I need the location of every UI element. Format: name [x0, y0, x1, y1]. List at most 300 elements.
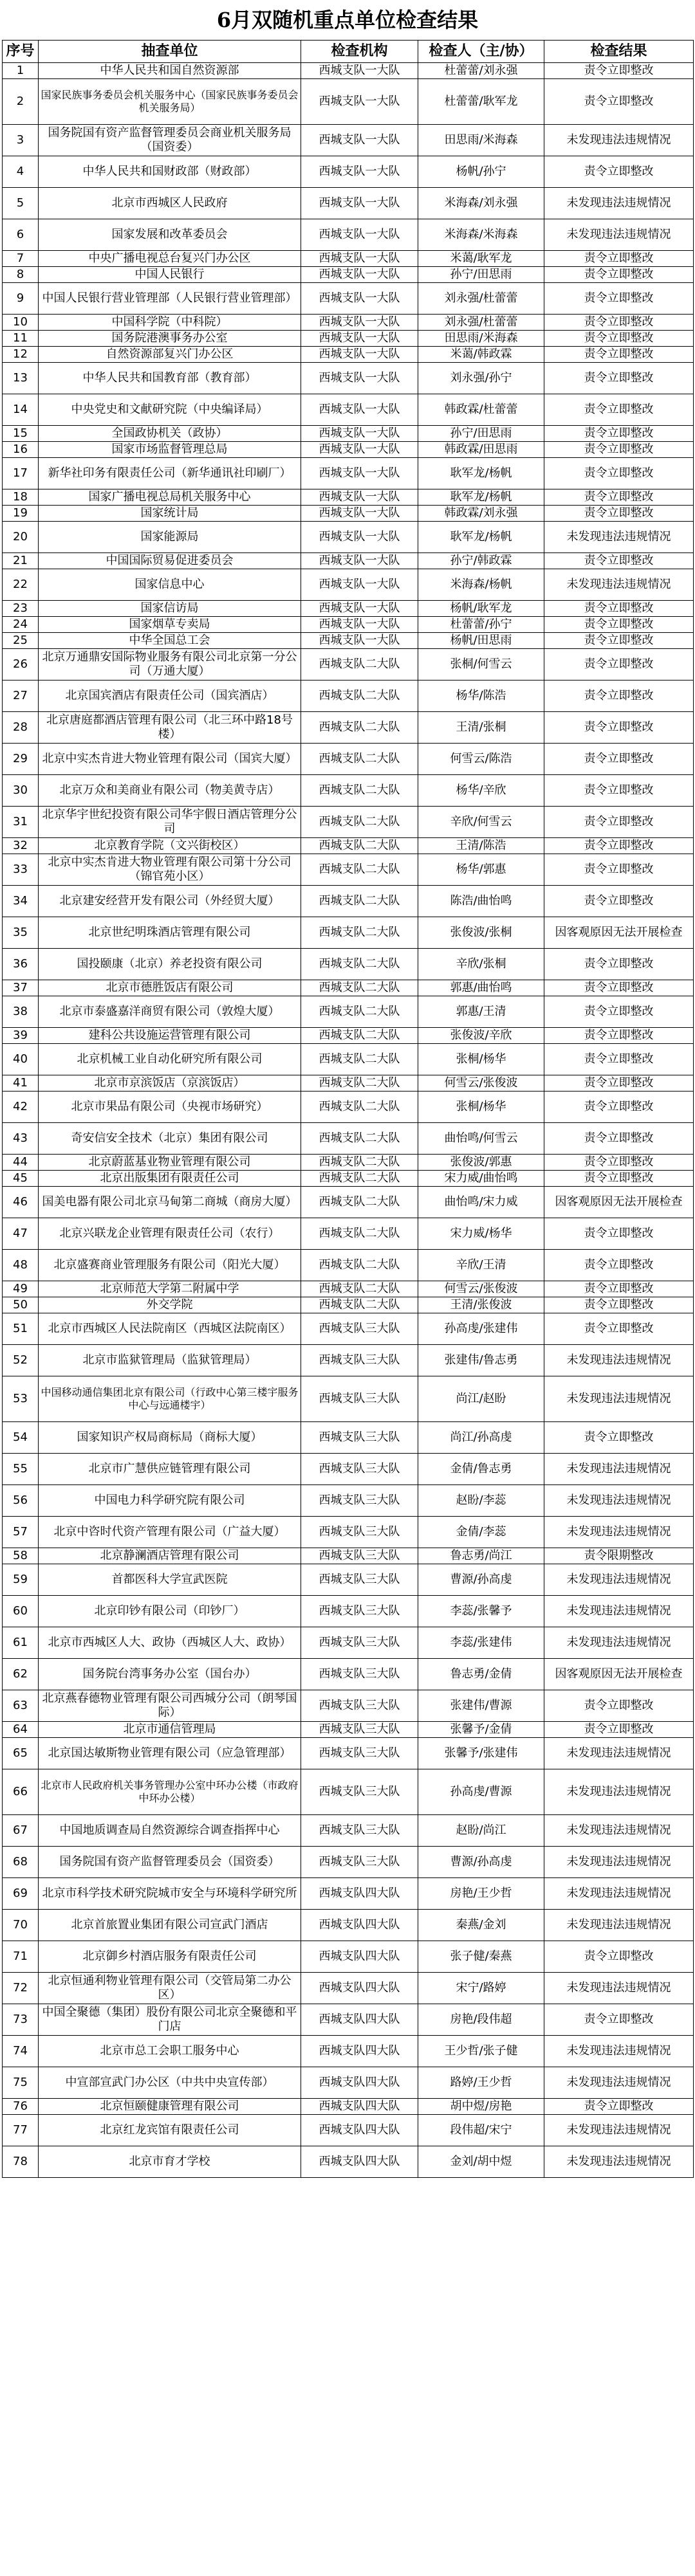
unit-cell: 国家信访局	[39, 601, 301, 617]
table-row	[3, 1738, 694, 1769]
result-cell: 未发现违法违规情况	[544, 2036, 694, 2067]
unit-cell: 国家发展和改革委员会	[39, 219, 301, 251]
result-cell: 责令立即整改	[544, 283, 694, 315]
table-row	[3, 980, 694, 996]
row-index-cell: 69	[3, 1878, 39, 1910]
unit-cell: 北京蔚蓝基业物业管理有限公司	[39, 1155, 301, 1171]
agency-cell: 西城支队三大队	[301, 1485, 418, 1517]
unit-cell: 北京华宇世纪投资有限公司华宇假日酒店管理分公司	[39, 807, 301, 838]
unit-cell: 北京市通信管理局	[39, 1722, 301, 1738]
table-row	[3, 1769, 694, 1815]
inspector-cell: 张桐/杨华	[418, 1092, 544, 1123]
table-row	[3, 1973, 694, 2004]
unit-cell: 国投颐康（北京）养老投资有限公司	[39, 949, 301, 980]
inspector-cell: 金刘/胡中煜	[418, 2146, 544, 2178]
table-row	[3, 188, 694, 219]
table-row	[3, 1155, 694, 1171]
agency-cell: 西城支队四大队	[301, 2115, 418, 2146]
unit-cell: 北京市果品有限公司（央视市场研究）	[39, 1092, 301, 1123]
table-row	[3, 601, 694, 617]
agency-cell: 西城支队三大队	[301, 1627, 418, 1659]
table-row	[3, 744, 694, 775]
header-agency: 检查机构	[301, 41, 418, 63]
agency-cell: 西城支队三大队	[301, 1313, 418, 1345]
inspector-cell: 何雪云/陈浩	[418, 744, 544, 775]
agency-cell: 西城支队二大队	[301, 649, 418, 681]
result-cell: 责令立即整改	[544, 1422, 694, 1454]
result-cell: 未发现违法违规情况	[544, 2146, 694, 2178]
result-cell: 因客观原因无法开展检查	[544, 917, 694, 949]
row-index-cell: 72	[3, 1973, 39, 2004]
agency-cell: 西城支队四大队	[301, 1941, 418, 1973]
row-index-cell: 76	[3, 2099, 39, 2115]
result-cell: 责令立即整改	[544, 394, 694, 426]
result-cell: 责令立即整改	[544, 442, 694, 458]
row-index-cell: 50	[3, 1297, 39, 1313]
unit-cell: 北京唐庭都酒店管理有限公司（北三环中路18号楼）	[39, 712, 301, 744]
inspector-cell: 鲁志勇/尚江	[418, 1548, 544, 1564]
inspector-cell: 陈浩/曲怡鸣	[418, 886, 544, 917]
result-cell: 未发现违法违规情况	[544, 1878, 694, 1910]
agency-cell: 西城支队二大队	[301, 1028, 418, 1044]
table-row	[3, 1422, 694, 1454]
inspector-cell: 孙宁/韩政霖	[418, 553, 544, 569]
inspector-cell: 路婷/王少哲	[418, 2067, 544, 2099]
table-row	[3, 949, 694, 980]
inspector-cell: 李蕊/张馨予	[418, 1596, 544, 1627]
result-cell: 未发现违法违规情况	[544, 125, 694, 156]
row-index-cell: 14	[3, 394, 39, 426]
agency-cell: 西城支队二大队	[301, 1187, 418, 1218]
table-row	[3, 633, 694, 649]
row-index-cell: 39	[3, 1028, 39, 1044]
unit-cell: 中国地质调查局自然资源综合调查指挥中心	[39, 1815, 301, 1847]
result-cell: 责令立即整改	[544, 996, 694, 1028]
unit-cell: 北京市监狱管理局（监狱管理局）	[39, 1345, 301, 1376]
unit-cell: 北京建安经营开发有限公司（外经贸大厦）	[39, 886, 301, 917]
inspector-cell: 耿军龙/杨帆	[418, 522, 544, 553]
table-row	[3, 331, 694, 347]
unit-cell: 北京市总工会职工服务中心	[39, 2036, 301, 2067]
agency-cell: 西城支队三大队	[301, 1345, 418, 1376]
unit-cell: 国家能源局	[39, 522, 301, 553]
inspector-cell: 米蔼/耿军龙	[418, 251, 544, 267]
row-index-cell: 64	[3, 1722, 39, 1738]
row-index-cell: 22	[3, 569, 39, 601]
agency-cell: 西城支队二大队	[301, 917, 418, 949]
agency-cell: 西城支队二大队	[301, 996, 418, 1028]
result-cell: 责令立即整改	[544, 156, 694, 188]
result-cell: 责令立即整改	[544, 1250, 694, 1281]
inspector-cell: 宋宁/路婷	[418, 1973, 544, 2004]
inspector-cell: 辛欣/张桐	[418, 949, 544, 980]
row-index-cell: 55	[3, 1454, 39, 1485]
inspector-cell: 郭惠/曲怡鸣	[418, 980, 544, 996]
table-row	[3, 283, 694, 315]
inspector-cell: 张俊波/辛欣	[418, 1028, 544, 1044]
agency-cell: 西城支队一大队	[301, 267, 418, 283]
agency-cell: 西城支队一大队	[301, 347, 418, 363]
agency-cell: 西城支队二大队	[301, 1155, 418, 1171]
unit-cell: 国家统计局	[39, 506, 301, 522]
result-cell: 未发现违法违规情况	[544, 1847, 694, 1878]
result-cell: 责令立即整改	[544, 347, 694, 363]
inspector-cell: 杨帆/耿军龙	[418, 601, 544, 617]
row-index-cell: 51	[3, 1313, 39, 1345]
result-cell: 责令立即整改	[544, 601, 694, 617]
table-row	[3, 1722, 694, 1738]
row-index-cell: 3	[3, 125, 39, 156]
row-index-cell: 9	[3, 283, 39, 315]
row-index-cell: 47	[3, 1218, 39, 1250]
unit-cell: 北京市京滨饭店（京滨饭店）	[39, 1075, 301, 1092]
agency-cell: 西城支队四大队	[301, 2036, 418, 2067]
unit-cell: 中国人民银行	[39, 267, 301, 283]
table-row	[3, 156, 694, 188]
result-cell: 未发现违法违规情况	[544, 1769, 694, 1815]
result-cell: 未发现违法违规情况	[544, 1564, 694, 1596]
agency-cell: 西城支队二大队	[301, 1218, 418, 1250]
agency-cell: 西城支队四大队	[301, 2146, 418, 2178]
table-row	[3, 458, 694, 489]
result-cell: 责令立即整改	[544, 633, 694, 649]
unit-cell: 国务院国有资产监督管理委员会（国资委）	[39, 1847, 301, 1878]
row-index-cell: 66	[3, 1769, 39, 1815]
table-row	[3, 506, 694, 522]
inspector-cell: 杨华/郭惠	[418, 854, 544, 886]
inspector-cell: 张俊波/张桐	[418, 917, 544, 949]
row-index-cell: 57	[3, 1517, 39, 1548]
result-cell: 责令立即整改	[544, 1218, 694, 1250]
row-index-cell: 78	[3, 2146, 39, 2178]
row-index-cell: 62	[3, 1659, 39, 1690]
row-index-cell: 75	[3, 2067, 39, 2099]
result-cell: 责令立即整改	[544, 838, 694, 854]
result-cell: 责令立即整改	[544, 251, 694, 267]
result-cell: 未发现违法违规情况	[544, 1345, 694, 1376]
agency-cell: 西城支队三大队	[301, 1422, 418, 1454]
row-index-cell: 29	[3, 744, 39, 775]
inspector-cell: 辛欣/何雪云	[418, 807, 544, 838]
result-cell: 责令立即整改	[544, 1044, 694, 1075]
inspector-cell: 曹源/孙高虔	[418, 1564, 544, 1596]
inspector-cell: 宋力威/曲怡鸣	[418, 1171, 544, 1187]
unit-cell: 北京师范大学第二附属中学	[39, 1281, 301, 1297]
table-row	[3, 1345, 694, 1376]
result-cell: 未发现违法违规情况	[544, 1815, 694, 1847]
inspector-cell: 宋力威/杨华	[418, 1218, 544, 1250]
row-index-cell: 2	[3, 79, 39, 125]
row-index-cell: 63	[3, 1690, 39, 1722]
row-index-cell: 19	[3, 506, 39, 522]
inspector-cell: 曲怡鸣/何雪云	[418, 1123, 544, 1155]
unit-cell: 北京市科学技术研究院城市安全与环境科学研究所	[39, 1878, 301, 1910]
result-cell: 责令立即整改	[544, 1028, 694, 1044]
agency-cell: 西城支队一大队	[301, 442, 418, 458]
unit-cell: 国家广播电视总局机关服务中心	[39, 489, 301, 506]
result-cell: 未发现违法违规情况	[544, 219, 694, 251]
result-cell: 责令立即整改	[544, 79, 694, 125]
result-cell: 责令立即整改	[544, 1281, 694, 1297]
table-row	[3, 886, 694, 917]
result-cell: 责令限期整改	[544, 1548, 694, 1564]
agency-cell: 西城支队一大队	[301, 315, 418, 331]
row-index-cell: 34	[3, 886, 39, 917]
row-index-cell: 46	[3, 1187, 39, 1218]
row-index-cell: 48	[3, 1250, 39, 1281]
table-row	[3, 1485, 694, 1517]
inspector-cell: 米蔼/韩政霖	[418, 347, 544, 363]
unit-cell: 北京市育才学校	[39, 2146, 301, 2178]
row-index-cell: 42	[3, 1092, 39, 1123]
inspector-cell: 孙宁/田思雨	[418, 267, 544, 283]
result-cell: 责令立即整改	[544, 949, 694, 980]
result-cell: 未发现违法违规情况	[544, 522, 694, 553]
agency-cell: 西城支队一大队	[301, 506, 418, 522]
table-row	[3, 1281, 694, 1297]
table-row	[3, 712, 694, 744]
unit-cell: 北京世纪明珠酒店管理有限公司	[39, 917, 301, 949]
result-cell: 责令立即整改	[544, 1155, 694, 1171]
agency-cell: 西城支队三大队	[301, 1659, 418, 1690]
result-cell: 责令立即整改	[544, 426, 694, 442]
row-index-cell: 43	[3, 1123, 39, 1155]
table-row	[3, 681, 694, 712]
agency-cell: 西城支队四大队	[301, 1973, 418, 2004]
inspector-cell: 王少哲/张子健	[418, 2036, 544, 2067]
unit-cell: 北京兴联龙企业管理有限责任公司（农行）	[39, 1218, 301, 1250]
unit-cell: 北京恒通利物业管理有限公司（交管局第二办公区）	[39, 1973, 301, 2004]
row-index-cell: 26	[3, 649, 39, 681]
page-title: 6月双随机重点单位检查结果	[216, 8, 479, 32]
inspector-cell: 孙宁/田思雨	[418, 426, 544, 442]
unit-cell: 北京市人民政府机关事务管理办公室中环办公楼（市政府中环办公楼）	[39, 1769, 301, 1815]
agency-cell: 西城支队一大队	[301, 251, 418, 267]
inspector-cell: 赵盼/李蕊	[418, 1485, 544, 1517]
row-index-cell: 60	[3, 1596, 39, 1627]
unit-cell: 北京御乡村酒店服务有限责任公司	[39, 1941, 301, 1973]
row-index-cell: 58	[3, 1548, 39, 1564]
header-unit: 抽查单位	[39, 41, 301, 63]
table-row	[3, 1564, 694, 1596]
unit-cell: 中华人民共和国教育部（教育部）	[39, 363, 301, 394]
row-index-cell: 33	[3, 854, 39, 886]
unit-cell: 北京中实杰肯进大物业管理有限公司第十分公司（锦官苑小区）	[39, 854, 301, 886]
table-row	[3, 1376, 694, 1422]
agency-cell: 西城支队一大队	[301, 331, 418, 347]
unit-cell: 国家信息中心	[39, 569, 301, 601]
unit-cell: 中华人民共和国财政部（财政部）	[39, 156, 301, 188]
inspector-cell: 孙高虔/曹源	[418, 1769, 544, 1815]
inspector-cell: 何雪云/张俊波	[418, 1075, 544, 1092]
row-index-cell: 71	[3, 1941, 39, 1973]
row-index-cell: 5	[3, 188, 39, 219]
table-row	[3, 1690, 694, 1722]
inspector-cell: 张俊波/郭惠	[418, 1155, 544, 1171]
row-index-cell: 52	[3, 1345, 39, 1376]
agency-cell: 西城支队一大队	[301, 63, 418, 79]
inspector-cell: 辛欣/王清	[418, 1250, 544, 1281]
table-body	[3, 63, 694, 2178]
result-cell: 未发现违法违规情况	[544, 569, 694, 601]
unit-cell: 国家知识产权局商标局（商标大厦）	[39, 1422, 301, 1454]
agency-cell: 西城支队二大队	[301, 712, 418, 744]
unit-cell: 北京印钞有限公司（印钞厂）	[39, 1596, 301, 1627]
agency-cell: 西城支队三大队	[301, 1815, 418, 1847]
inspector-cell: 房艳/王少哲	[418, 1878, 544, 1910]
inspector-cell: 孙高虔/张建伟	[418, 1313, 544, 1345]
row-index-cell: 24	[3, 617, 39, 633]
agency-cell: 西城支队一大队	[301, 553, 418, 569]
agency-cell: 西城支队二大队	[301, 1092, 418, 1123]
agency-cell: 西城支队三大队	[301, 1722, 418, 1738]
row-index-cell: 41	[3, 1075, 39, 1092]
table-row	[3, 569, 694, 601]
result-cell: 未发现违法违规情况	[544, 1485, 694, 1517]
agency-cell: 西城支队三大队	[301, 1376, 418, 1422]
table-row	[3, 1250, 694, 1281]
inspector-cell: 韩政霖/刘永强	[418, 506, 544, 522]
table-row	[3, 522, 694, 553]
inspector-cell: 尚江/孙高虔	[418, 1422, 544, 1454]
row-index-cell: 15	[3, 426, 39, 442]
unit-cell: 北京出版集团有限责任公司	[39, 1171, 301, 1187]
unit-cell: 新华社印务有限责任公司（新华通讯社印刷厂）	[39, 458, 301, 489]
row-index-cell: 25	[3, 633, 39, 649]
unit-cell: 奇安信安全技术（北京）集团有限公司	[39, 1123, 301, 1155]
unit-cell: 北京静澜酒店管理有限公司	[39, 1548, 301, 1564]
agency-cell: 西城支队一大队	[301, 458, 418, 489]
row-index-cell: 28	[3, 712, 39, 744]
row-index-cell: 74	[3, 2036, 39, 2067]
row-index-cell: 17	[3, 458, 39, 489]
agency-cell: 西城支队一大队	[301, 522, 418, 553]
result-cell: 责令立即整改	[544, 1722, 694, 1738]
result-cell: 责令立即整改	[544, 458, 694, 489]
agency-cell: 西城支队一大队	[301, 156, 418, 188]
table-row	[3, 838, 694, 854]
row-index-cell: 54	[3, 1422, 39, 1454]
row-index-cell: 6	[3, 219, 39, 251]
result-cell: 未发现违法违规情况	[544, 1596, 694, 1627]
row-index-cell: 77	[3, 2115, 39, 2146]
inspector-cell: 田思雨/米海森	[418, 331, 544, 347]
row-index-cell: 49	[3, 1281, 39, 1297]
unit-cell: 北京市德胜饭店有限公司	[39, 980, 301, 996]
table-row	[3, 1454, 694, 1485]
result-cell: 因客观原因无法开展检查	[544, 1187, 694, 1218]
table-row	[3, 1659, 694, 1690]
result-cell: 责令立即整改	[544, 315, 694, 331]
inspector-cell: 张馨予/张建伟	[418, 1738, 544, 1769]
inspector-cell: 杜蕾蕾/孙宁	[418, 617, 544, 633]
table-row	[3, 553, 694, 569]
unit-cell: 北京国达敏斯物业管理有限公司（应急管理部）	[39, 1738, 301, 1769]
table-row	[3, 347, 694, 363]
agency-cell: 西城支队二大队	[301, 775, 418, 807]
agency-cell: 西城支队一大队	[301, 633, 418, 649]
row-index-cell: 11	[3, 331, 39, 347]
row-index-cell: 68	[3, 1847, 39, 1878]
unit-cell: 中国电力科学研究院有限公司	[39, 1485, 301, 1517]
table-row	[3, 807, 694, 838]
inspector-cell: 张建伟/鲁志勇	[418, 1345, 544, 1376]
row-index-cell: 67	[3, 1815, 39, 1847]
result-cell: 责令立即整改	[544, 854, 694, 886]
table-row	[3, 649, 694, 681]
agency-cell: 西城支队三大队	[301, 1517, 418, 1548]
inspector-cell: 张馨予/金倩	[418, 1722, 544, 1738]
table-row	[3, 2115, 694, 2146]
agency-cell: 西城支队二大队	[301, 949, 418, 980]
agency-cell: 西城支队一大队	[301, 188, 418, 219]
inspector-cell: 张建伟/曹源	[418, 1690, 544, 1722]
inspector-cell: 曲怡鸣/宋力威	[418, 1187, 544, 1218]
table-row	[3, 1028, 694, 1044]
unit-cell: 国家市场监督管理总局	[39, 442, 301, 458]
result-cell: 责令立即整改	[544, 63, 694, 79]
inspector-cell: 刘永强/孙宁	[418, 363, 544, 394]
table-row	[3, 2067, 694, 2099]
agency-cell: 西城支队三大队	[301, 1564, 418, 1596]
agency-cell: 西城支队三大队	[301, 1596, 418, 1627]
inspector-cell: 米海森/杨帆	[418, 569, 544, 601]
inspector-cell: 杜蕾蕾/耿军龙	[418, 79, 544, 125]
row-index-cell: 7	[3, 251, 39, 267]
inspector-cell: 段伟超/宋宁	[418, 2115, 544, 2146]
row-index-cell: 18	[3, 489, 39, 506]
agency-cell: 西城支队一大队	[301, 283, 418, 315]
agency-cell: 西城支队四大队	[301, 2099, 418, 2115]
row-index-cell: 35	[3, 917, 39, 949]
unit-cell: 北京机械工业自动化研究所有限公司	[39, 1044, 301, 1075]
unit-cell: 国美电器有限公司北京马甸第二商城（商房大厦）	[39, 1187, 301, 1218]
table-row	[3, 1123, 694, 1155]
table-row	[3, 917, 694, 949]
row-index-cell: 31	[3, 807, 39, 838]
agency-cell: 西城支队二大队	[301, 886, 418, 917]
inspector-cell: 田思雨/米海森	[418, 125, 544, 156]
unit-cell: 首都医科大学宣武医院	[39, 1564, 301, 1596]
result-cell: 责令立即整改	[544, 980, 694, 996]
unit-cell: 北京市广慧供应链管理有限公司	[39, 1454, 301, 1485]
inspector-cell: 杨帆/孙宁	[418, 156, 544, 188]
agency-cell: 西城支队二大队	[301, 1297, 418, 1313]
table-row	[3, 1878, 694, 1910]
agency-cell: 西城支队一大队	[301, 426, 418, 442]
unit-cell: 全国政协机关（政协）	[39, 426, 301, 442]
row-index-cell: 73	[3, 2004, 39, 2036]
inspector-cell: 王清/张俊波	[418, 1297, 544, 1313]
inspector-cell: 李蕊/张建伟	[418, 1627, 544, 1659]
row-index-cell: 4	[3, 156, 39, 188]
result-cell: 责令立即整改	[544, 1123, 694, 1155]
row-index-cell: 13	[3, 363, 39, 394]
unit-cell: 北京市西城区人大、政协（西城区人大、政协）	[39, 1627, 301, 1659]
agency-cell: 西城支队一大队	[301, 489, 418, 506]
inspector-cell: 韩政霖/杜蕾蕾	[418, 394, 544, 426]
table-row	[3, 315, 694, 331]
row-index-cell: 36	[3, 949, 39, 980]
agency-cell: 西城支队三大队	[301, 1690, 418, 1722]
result-cell: 因客观原因无法开展检查	[544, 1659, 694, 1690]
agency-cell: 西城支队三大队	[301, 1454, 418, 1485]
table-row	[3, 775, 694, 807]
result-cell: 责令立即整改	[544, 1313, 694, 1345]
table-row	[3, 1517, 694, 1548]
unit-cell: 中国移动通信集团北京有限公司（行政中心第三楼宇服务中心与远通楼宇）	[39, 1376, 301, 1422]
unit-cell: 中国国际贸易促进委员会	[39, 553, 301, 569]
